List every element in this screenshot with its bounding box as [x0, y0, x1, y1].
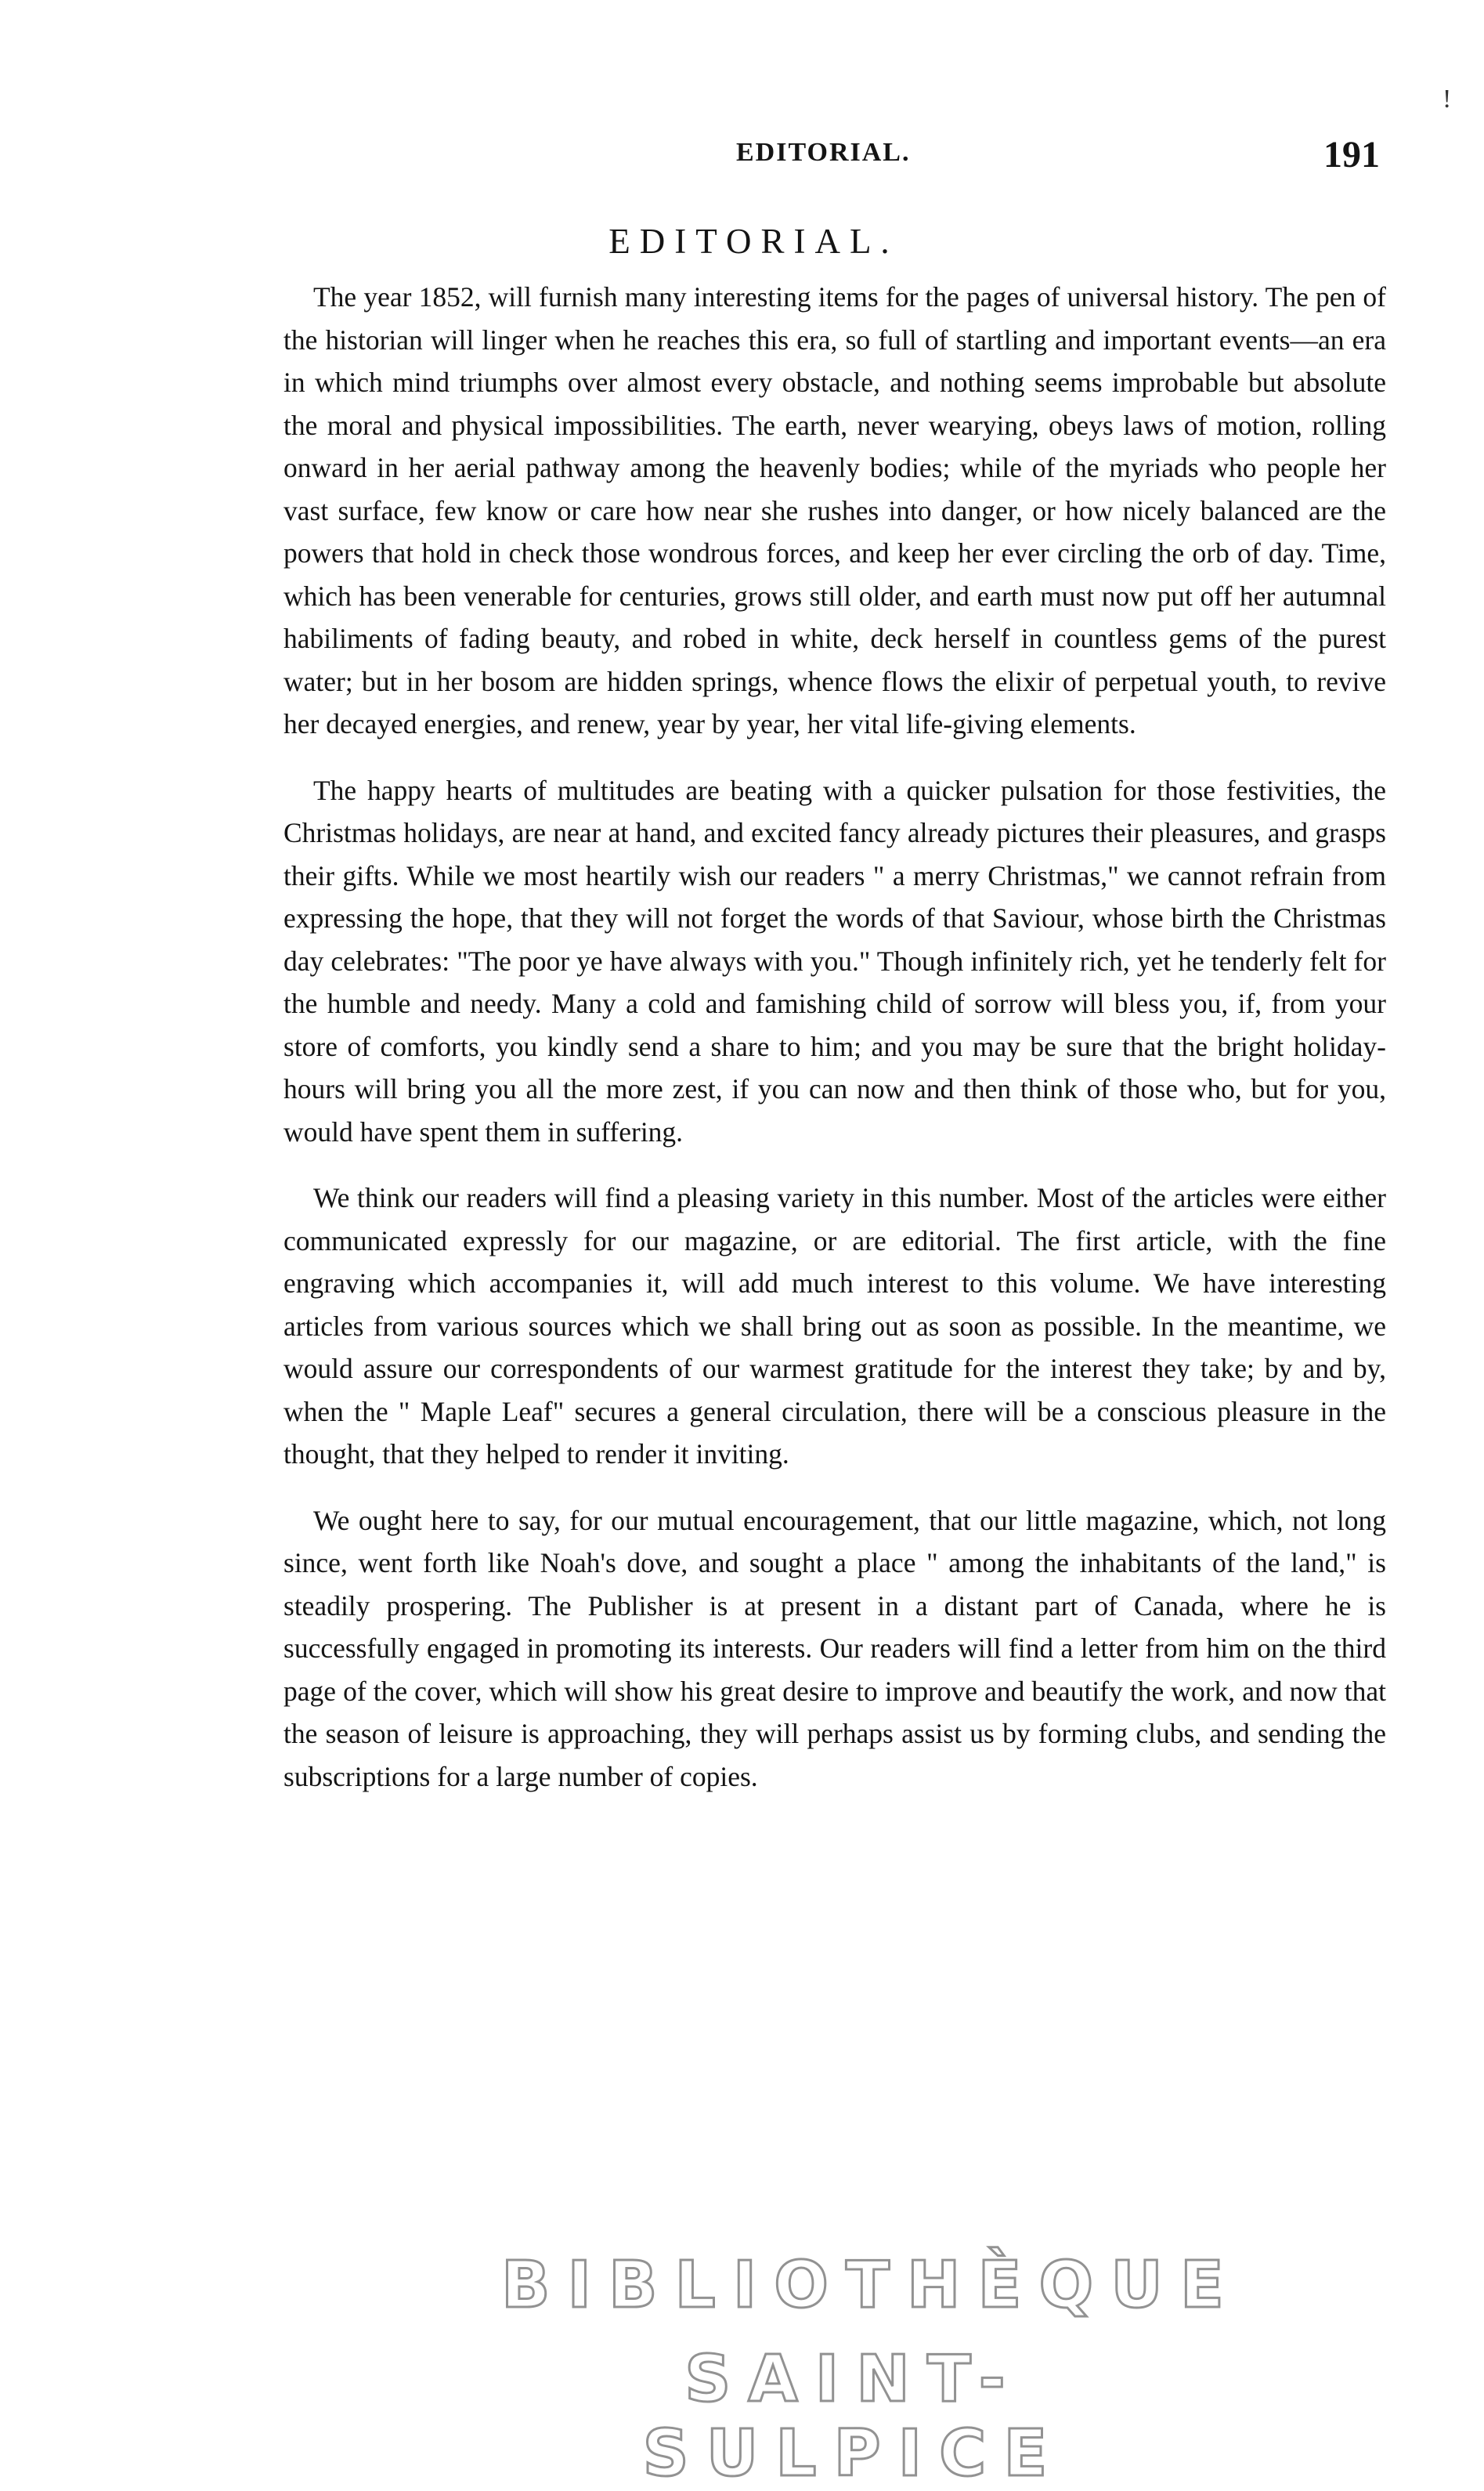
- section-title: EDITORIAL.: [608, 222, 899, 261]
- page-number: 191: [1323, 134, 1380, 175]
- paragraph-1: The year 1852, will furnish many interesting items for the pages of universal history. The pen of the historian will linger when he reaches this era, so full of startling and important events—an era in which mind triumphs over almost every obstacle, and nothing seems improbable but absolute the moral and physical impossibilities. The earth, never wearying, obeys laws of motion, rolling onward in her aerial pathway among the heavenly bodies; while of the myriads who people her vast surface, few know or care how near she rushes into danger, or how nicely balanced are the powers that hold in check those wondrous forces, and keep her ever circling the orb of day. Time, which has been venerable for centuries, grows still older, and earth must now put off her autumnal habiliments of fading beauty, and robed in white, deck herself in countless gems of the purest water; but in her bosom are hidden springs, whence flows the elixir of perpetual youth, to revive her decayed energies, and renew, year by year, her vital life-giving elements.: [283, 281, 1386, 739]
- edge-mark: !: [1442, 85, 1452, 114]
- running-head: EDITORIAL.: [736, 138, 911, 167]
- paragraph-2: The happy hearts of multitudes are beating with a quicker pulsation for those festivities, the Christmas holidays, are near at hand, and excited fancy already pictures their pleasures, and grasps their gifts. While we most heartily wish our readers " a merry Christmas," we cannot refrain from expressing the hope, that they will not forget the words of that Saviour, whose birth the Christmas day celebrates: "The poor ye have always with you." Though infinitely rich, yet he tenderly felt for the humble and needy. Many a cold and famishing child of sorrow will bless you, if, from your store of comforts, you kindly send a share to him; and you may be sure that the bright holiday-hours will bring you all the more zest, if you can now and then think of those who, but for you, would have spent them in suffering.: [283, 774, 1386, 1148]
- paragraph-4: We ought here to say, for our mutual encouragement, that our little magazine, which, not long since, went forth like Noah's dove, and sought a place " among the inhabitants of the land," is steadily prospering. The Publisher is at present in a distant part of Canada, where he is successfully engaged in promoting its interests. Our readers will find a letter from him on the third page of the cover, which will show his great desire to improve and beautify the work, and now that the season of leisure is approaching, they will perhaps assist us by forming clubs, and sending the subscriptions for a large number of copies.: [283, 1504, 1386, 1792]
- article-body: [283, 276, 1386, 1821]
- library-stamp-line-2: SAINT-SULPICE: [501, 2342, 1206, 2491]
- paragraph-3: We think our readers will find a pleasing variety in this number. Most of the articles were either communicated expressly for our magazine, or are editorial. The first article, with the fine engraving which accompanies it, will add much interest to this volume. We have interesting articles from various sources which we shall bring out as soon as possible. In the meantime, we would assure our correspondents of our warmest gratitude for the interest they take; by and by, when the " Maple Leaf" secures a general circulation, there will be a conscious pleasure in the thought, that they helped to render it inviting.: [283, 1182, 1386, 1470]
- library-stamp-line-1: BIBLIOTHÈQUE: [501, 2248, 1241, 2323]
